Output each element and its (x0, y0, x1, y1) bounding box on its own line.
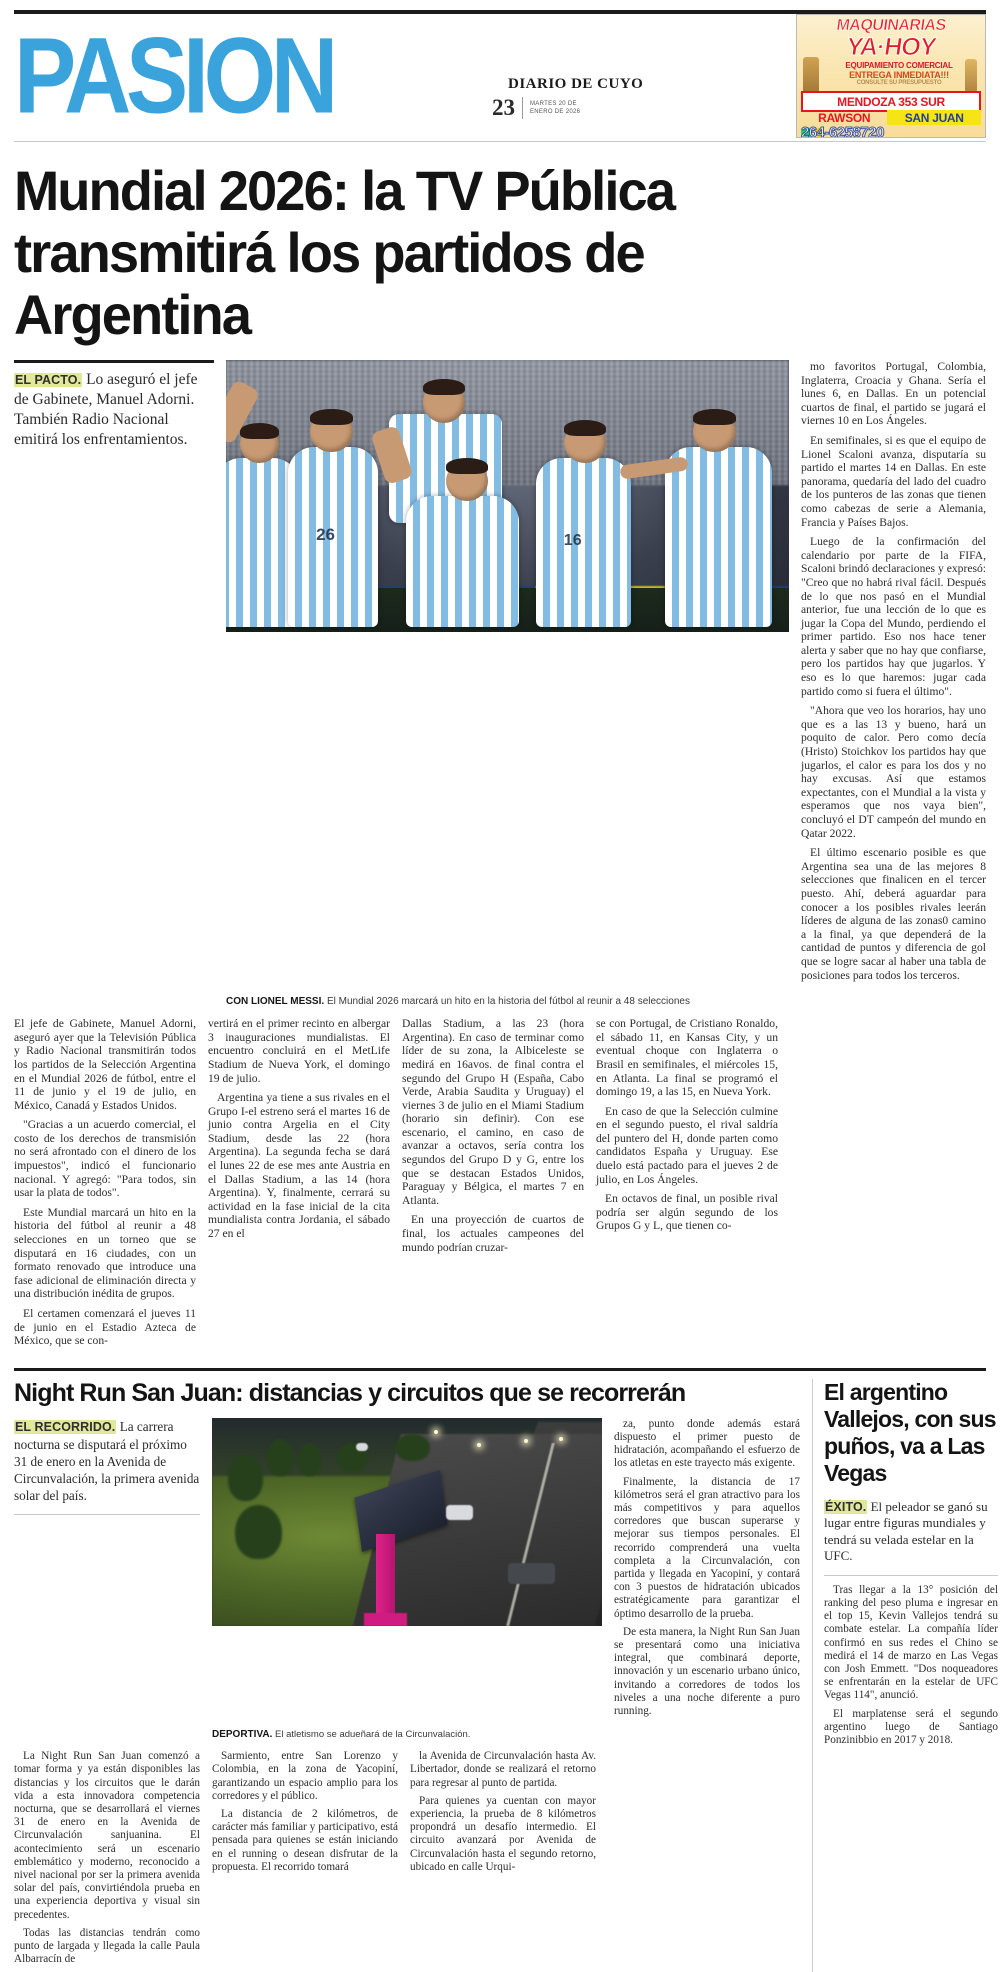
paragraph: Para quienes ya cuentan con mayor experiencia, la prueba de 8 kilómetros propondrá un desafío intermedio. El circuito avanzará por Avenida de Circunvalación hasta el segundo retorno, ubicado en calle Urqui- (410, 1794, 596, 1873)
main-lead-kicker: EL PACTO. (15, 373, 82, 387)
paragraph: za, punto donde además estará dispuesto el primer puesto de hidratación, acompañando el esfuerzo de los atletas en este trayecto más exigente. (614, 1417, 800, 1470)
publication-logo: PASION (14, 14, 333, 136)
night-run-caption-text: El atletismo se adueñará de la Circunvalación. (272, 1729, 471, 1741)
paragraph: Finalmente, la distancia de 17 kilómetros será el gran atractivo para los más competitivos y para aquellos corredores que buscan superarse y mejorar sus tiempos personales. El recorrido comprenderá una vuelta completa a la Circunvalación, con partida y llegada en Yacopiní, y contará con 3 puestos de hidratación ubicados estratégicamente para garantizar el óptimo desarrollo de la prueba. (614, 1475, 800, 1620)
main-article (0, 360, 1000, 1354)
ad-city-rawson: RAWSON (818, 110, 871, 125)
ad-brand-line: MAQUINARIAS (835, 17, 947, 34)
paragraph: Todas las distancias tendrán como punto de largada y llegada la calle Paula Albarracín de (14, 1926, 200, 1966)
main-column-5 (801, 360, 986, 988)
photo-player-2-number: 26 (316, 524, 335, 544)
night-run-lead-column (14, 1418, 200, 1723)
night-run-top-row (14, 1418, 800, 1723)
night-run-column-4 (614, 1418, 800, 1723)
photo-player-5 (536, 458, 632, 627)
photo-player-3-hair (423, 379, 465, 395)
main-photo (226, 360, 789, 632)
main-column-1 (14, 1017, 196, 1354)
photo-palm-1 (228, 1455, 263, 1501)
main-column-4-spacer (790, 1017, 972, 1354)
night-run-column-spacer (608, 1750, 794, 1971)
photo-solar-pole (376, 1534, 396, 1617)
vallejos-lead-text: El peleador se ganó su lugar entre figuras mundiales y tendrá su velada estelar en la UFC. (824, 1498, 988, 1564)
photo-streetlight-1 (477, 1443, 481, 1447)
night-run-photo (212, 1418, 602, 1626)
night-run-article (14, 1379, 800, 1972)
advertisement-banner[interactable] (796, 14, 986, 138)
ad-address: MENDOZA 353 SUR (801, 91, 981, 112)
main-column-2 (208, 1017, 390, 1354)
photo-player-2-hair (310, 409, 352, 425)
paragraph: Luego de la confirmación del calendario por parte de la FIFA, Scaloni brindó declaraciones y expresó: "Creo que no habrá rival fácil. Después de lo que nos pasó en el Mundial anterior, fue una lección de lo que es jugar la Copa del Mundo, perdiendo el primer partido. Eso nos hace tener alerta y saber que no hay que confiarse, pero los partidos hay que jugarlos. Y eso es lo que haremos: jugar cada partido como si fuera el último". (801, 535, 986, 698)
paragraph: Este Mundial marcará un hito en la historia del fútbol al reunir a 48 selecciones en un torneo que se disputará en 16 ciudades, con un formato renovado que introduce una fase adicional de eliminación directa y una distribución inédita de grupos. (14, 1205, 196, 1301)
night-run-lead-text: La carrera nocturna se disputará el próximo 31 de enero en la Avenida de Circunvalación, la primera avenida solar del país. (14, 1418, 200, 1503)
photo-palm-2 (267, 1439, 294, 1476)
night-run-lead-kicker: EL RECORRIDO. (15, 1419, 116, 1434)
vallejos-lead-rule (824, 1575, 998, 1576)
photo-player-messi (406, 496, 519, 627)
paragraph: La Night Run San Juan comenzó a tomar forma y ya están disponibles las distancias y los circuitos que le darán vida a esta innovadora competencia nocturna, que se desarrollará el viernes 31 de enero en la Avenida de Circunvalación sanjuanina. El acontecimiento será un escenario emblemático y moderno, reconocido a nivel nacional por ser la primera avenida solar del país, convirtiéndola prueba en una experiencia deportiva y visual sin precedentes. (14, 1750, 200, 1921)
ad-city-sanjuan: SAN JUAN (887, 110, 981, 125)
photo-tree-2 (395, 1434, 430, 1461)
night-run-body-columns (14, 1750, 800, 1971)
lead-rule (14, 360, 214, 363)
paragraph: En caso de que la Selección culmine en el segundo puesto, el rival saldría del puntero del H, donde parten como candidatos España y Uruguay. Ese duelo está pactado para el jueves 2 de julio, en Los Ángeles. (596, 1104, 778, 1186)
photo-car-2 (356, 1443, 368, 1451)
paragraph: Argentina ya tiene a sus rivales en el Grupo I-el estreno será el martes 16 de junio contra Argelia en el City Stadium, desde las 22 (hora Argentina). La segunda fecha se dará el lunes 22 de ese mes ante Austria en el Dallas Stadium, a las 14 (hora Argentina). Y, finalmente, cerrará su actividad en la fase inicial de la cita mundialista contra Jordania, el sábado 27 en el (208, 1091, 390, 1241)
section-divider-rule (14, 1368, 986, 1371)
ad-phone-row[interactable] (801, 126, 981, 138)
ad-tagline-1: EQUIPAMIENTO COMERCIAL (845, 61, 953, 70)
paragraph: Sarmiento, entre San Lorenzo y Colombia, en la zona de Yacopiní, garantizando un espacio amplio para los corredores y el público. (212, 1750, 398, 1802)
photo-player-6-hair (693, 409, 735, 425)
photo-player-6 (665, 447, 772, 627)
publication-name: DIARIO DE CUYO (508, 76, 644, 92)
paragraph: En una proyección de cuartos de final, los actuales campeones del mundo podrían cruzar- (402, 1213, 584, 1254)
main-headline: Mundial 2026: la TV Pública transmitirá los partidos de Argentina (14, 159, 675, 346)
paragraph: El marplatense será el segundo argentino luego de Santiago Ponzinibbio en 2017 y 2018. (824, 1707, 998, 1747)
night-run-lead-rule (14, 1514, 200, 1515)
main-column-4 (596, 1017, 778, 1354)
vallejos-lead-paragraph (824, 1499, 998, 1565)
night-run-column-1 (14, 1750, 200, 1971)
paragraph: El jefe de Gabinete, Manuel Adorni, aseguró ayer que la Televisión Pública y Radio Nacional transmitirán todos los partidos de la Selección Argentina en el Mundial 2026 de fútbol, entre el 11 de junio y el 19 de julio, en México, Canadá y Estados Unidos. (14, 1017, 196, 1112)
main-lead-paragraph (14, 370, 214, 450)
photo-streetlight-2 (524, 1439, 528, 1443)
paragraph: La distancia de 2 kilómetros, de carácter más familiar y participativo, está pensada para quienes se están iniciando en el running o desean disfrutar de la propuesta. El recorrido tomará (212, 1808, 398, 1873)
photo-palm-3 (298, 1443, 321, 1476)
photo-streetlight-3 (559, 1437, 563, 1441)
paragraph: "Gracias a un acuerdo comercial, el costo de los derechos de transmisión no será afrontado con el dinero de los impuestos", indicó el funcionario nacional. Y agregó: "Para todos, sin usar la plata de todos". (14, 1118, 196, 1200)
main-headline-wrap (0, 160, 1000, 346)
date-block (492, 96, 600, 119)
paragraph: En semifinales, si es que el equipo de Lionel Scaloni avanza, disputaría su partido el martes 14 en Dallas. En este panorama, quedaría del lado del cuadro de los punteros de las zonas que tienen como cabezas de serie a Alemania, Francia y Países Bajos. (801, 433, 986, 529)
paragraph: De esta manera, la Night Run San Juan se presentará como una iniciativa integral, que combinará deporte, innovación y un escenario urbano único, invitando a corredores de todos los niveles a una noche diferente a puro running. (614, 1625, 800, 1718)
issue-date: MARTES 20 DE ENERO DE 2026 (530, 100, 581, 115)
photo-player-1-hair (240, 423, 279, 439)
page-number: 23 (492, 95, 515, 120)
bottom-section (0, 1379, 1000, 1972)
masthead (0, 0, 1000, 148)
night-run-photo-caption (212, 1729, 602, 1741)
photo-player-5-number: 16 (563, 532, 582, 550)
main-body-columns (14, 1017, 986, 1354)
paragraph: "Ahora que veo los horarios, hay uno que es a las 13 y bueno, hará un poquito de calor. Pero como decía (Hristo) Stoichkov los partidos hay que jugarlos, el calor es para los dos y no hay excusas. Así que estamos expectantes, con el Mundial a la vista y esperamos que nos vaya bien", concluyó el DT campeón del mundo en Qatar 2022. (801, 704, 986, 840)
ad-tagline-3: CONSULTE SU PRESUPUESTO (856, 80, 942, 86)
ad-tagline-2: ENTREGA INMEDIATA!!! (849, 70, 949, 80)
night-run-caption-lead: DEPORTIVA. (212, 1729, 273, 1741)
night-run-column-3 (410, 1750, 596, 1971)
ad-city-row (801, 110, 981, 125)
main-photo-caption-lead: CON LIONEL MESSI. (226, 996, 325, 1008)
vallejos-headline: El argentino Vallejos, con sus puños, va a Las Vegas (824, 1378, 996, 1486)
masthead-bottom-rule (14, 141, 986, 142)
vallejos-lead-kicker: ÉXITO. (825, 1499, 867, 1514)
paragraph: la Avenida de Circunvalación hasta Av. Libertador, donde se realizará el retorno para regresar al punto de partida. (410, 1750, 596, 1789)
paragraph: El certamen comenzará el jueves 11 de junio en el Estadio Azteca de México, que se con- (14, 1307, 196, 1348)
main-photo-caption-text: El Mundial 2026 marcará un hito en la historia del fútbol al reunir a 48 selecciones (324, 996, 690, 1008)
paragraph: se con Portugal, de Cristiano Ronaldo, el sábado 11, en Kansas City, y un eventual choque con Inglaterra o Brasil en semifinales, el miércoles 15, en Atlanta. La final se programó el domingo 19, a las 15, en Nueva York. (596, 1017, 778, 1099)
photo-car-3 (508, 1563, 555, 1584)
ad-phone-number: 264-6258720 (801, 124, 884, 138)
photo-car-1 (446, 1505, 473, 1520)
main-photo-caption (226, 995, 789, 1008)
photo-player-5-hair (564, 420, 606, 436)
paragraph: En octavos de final, un posible rival podría ser algún segundo de los Grupos G y L, que tienen co- (596, 1192, 778, 1233)
photo-solar-base (364, 1613, 407, 1625)
main-column-3 (402, 1017, 584, 1354)
photo-palm-4 (235, 1505, 282, 1559)
main-lead-text: Lo aseguró el jefe de Gabinete, Manuel Adorni. También Radio Nacional emitirá los enfrentamientos. (14, 371, 198, 448)
ad-brand-name: YA·HOY (844, 33, 938, 61)
night-run-headline: Night Run San Juan: distancias y circuitos que se recorrerán (14, 1378, 686, 1407)
paragraph: vertirá en el primer recinto en albergar 3 inauguraciones mundialistas. El encuentro concluirá en el MetLife Stadium de Nueva York, el domingo 19 de julio. (208, 1017, 390, 1085)
main-top-row (14, 360, 986, 988)
night-run-column-2 (212, 1750, 398, 1971)
paragraph: mo favoritos Portugal, Colombia, Inglaterra, Croacia y Ghana. Sería el lunes 6, en Dallas. En un potencial cuartos de final, el partido se jugará el viernes 10 en Los Ángeles. (801, 360, 986, 428)
vallejos-article (812, 1379, 998, 1972)
date-separator (522, 97, 523, 119)
photo-player-messi-hair (446, 458, 488, 474)
night-run-lead-paragraph (14, 1418, 200, 1504)
main-lead-column (14, 360, 214, 988)
paragraph: El último escenario posible es que Argentina sea una de las mejores 8 selecciones que finalicen en el tercer puesto. Ahí, deberá aguardar para conocer a los posibles rivales leerán líderes de alguna de las zonas0 camino a la final, ya que dependerá de la cantidad de puntos y diferencia de gol que se logre sacar al haber una tabla de posiciones para todos los terceros. (801, 846, 986, 982)
paragraph: Dallas Stadium, a las 23 (hora Argentina). En caso de terminar como líder de su zona, la Albiceleste se medirá en 16avos. de final contra el segundo del Grupo H (España, Cabo Verde, Arabia Saudita y Uruguay) el viernes 3 de julio en el Miami Stadium (horario sin definir). Con ese escenario, el camino, en caso de avanzar a octavos, sería contra los segundos del Grupo D y G, entre los que se destacan Estados Unidos, Paraguay y Bélgica, el martes 7 en Atlanta. (402, 1017, 584, 1207)
paragraph: Tras llegar a la 13° posición del ranking del peso pluma e ingresar en el top 15, Kevin Vallejos tendrá su combate estelar. La compañía líder confirmó en sus redes el Chino se medirá el 14 de marzo en Las Vegas con Josh Emmett. "Dos noqueadores se enfrentarán en la estelar de UFC Vegas 114", anunció. (824, 1583, 998, 1702)
